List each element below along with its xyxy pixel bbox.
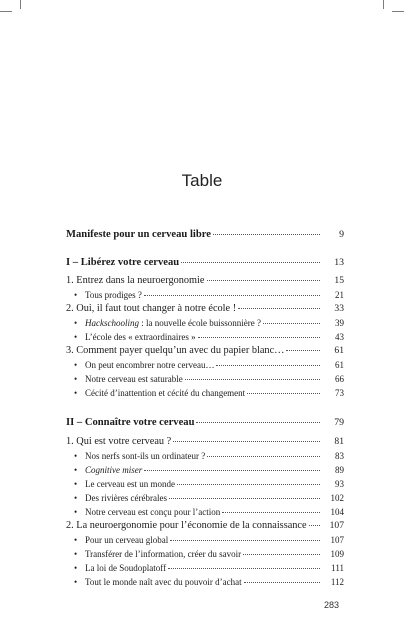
toc-entry-page: 107 <box>330 535 344 545</box>
toc-entry-label: Pour un cerveau global <box>85 535 169 545</box>
toc-entry-page: 83 <box>335 451 344 461</box>
bullet-icon: • <box>74 318 78 328</box>
bullet-icon: • <box>74 535 78 545</box>
toc-entry-chapter <box>66 275 344 289</box>
toc-entry <box>66 229 344 243</box>
toc-entry-part <box>66 257 344 271</box>
toc-entry-label: 2. Oui, il faut tout changer à notre école ! <box>66 303 237 314</box>
dot-leader <box>222 511 320 513</box>
toc-entry-section <box>66 549 344 563</box>
toc-entry-label: I – Libérez votre cerveau <box>66 257 180 268</box>
toc-entry-label: Transférer de l’information, créer du savoir <box>85 549 242 559</box>
toc-entry-page: 89 <box>335 465 344 475</box>
toc-entry-page: 15 <box>334 275 344 286</box>
dot-leader <box>286 349 320 351</box>
toc-entry-section <box>66 451 344 465</box>
toc-entry-page: 61 <box>335 360 344 370</box>
toc-entry-label: Le cerveau est un monde <box>85 479 175 489</box>
toc-entry-label: : la nouvelle école buissonnière ? <box>139 318 261 328</box>
toc-entry-page: 102 <box>330 493 344 503</box>
bullet-icon: • <box>74 479 78 489</box>
dot-leader <box>181 261 320 263</box>
bullet-icon: • <box>74 563 78 573</box>
dot-leader <box>247 392 320 394</box>
dot-leader <box>207 279 321 281</box>
bullet-icon: • <box>74 360 78 370</box>
bullet-icon: • <box>74 388 78 398</box>
toc-entry-part <box>66 417 344 431</box>
toc-entry-page: 73 <box>335 388 344 398</box>
toc-entry-page: 21 <box>335 290 344 300</box>
toc-entry-label: Cécité d’inattention et cécité du changement <box>85 388 246 398</box>
toc-entry-page: 104 <box>330 507 344 517</box>
toc-entry-label: On peut encombrer notre cerveau… <box>85 360 215 370</box>
bullet-icon: • <box>74 493 78 503</box>
dot-leader <box>238 307 320 309</box>
dot-leader <box>177 483 320 485</box>
toc-entry-chapter <box>66 303 344 317</box>
dot-leader <box>309 524 320 526</box>
dot-leader <box>263 322 320 324</box>
toc-entry-page: 107 <box>329 520 344 531</box>
dot-leader <box>243 553 320 555</box>
dot-leader <box>196 421 320 423</box>
toc-entry-section <box>66 318 344 332</box>
page-number: 283 <box>324 600 340 610</box>
crop-mark-top-left-vertical <box>20 0 21 9</box>
toc-entry-label: 2. La neuroergonomie pour l’économie de la connaissance <box>66 520 307 531</box>
toc-entry-label: Tous prodiges ? <box>85 290 142 300</box>
bullet-icon: • <box>74 549 78 559</box>
toc-entry-label: II – Connaître votre cerveau <box>66 417 195 428</box>
toc-entry-label: 1. Entrez dans la neuroergonomie <box>66 275 205 286</box>
toc-entry-label-italic: Hackschooling <box>85 318 139 328</box>
toc-entry-label: Notre cerveau est saturable <box>85 374 183 384</box>
page-title: Table <box>181 171 223 190</box>
toc-entry-page: 9 <box>339 229 344 240</box>
toc-entry-page: 79 <box>334 417 344 428</box>
toc-entry-section <box>66 465 344 479</box>
toc-entry-section <box>66 577 344 591</box>
toc-entry-label: Des rivières cérébrales <box>85 493 167 503</box>
toc-entry-section <box>66 388 344 402</box>
crop-mark-top-left-horizontal <box>0 11 12 12</box>
toc-entry-section <box>66 290 344 304</box>
toc-entry-page: 93 <box>335 479 344 489</box>
toc-entry-section <box>66 374 344 388</box>
toc-entry-label: Nos nerfs sont-ils un ordinateur ? <box>85 451 206 461</box>
toc-entry-chapter <box>66 345 344 359</box>
toc-entry-label: La loi de Soudoplatoff <box>85 563 167 573</box>
toc-entry-page: 81 <box>334 436 344 447</box>
toc-entry-page: 112 <box>330 577 344 587</box>
toc-entry-label: Tout le monde naît avec du pouvoir d’achat <box>85 577 242 587</box>
dot-leader <box>244 581 320 583</box>
toc-entry-label-italic: Cognitive miser <box>85 465 143 475</box>
bullet-icon: • <box>74 374 78 384</box>
toc-entry-label: L’école des « extraordinaires » <box>85 332 196 342</box>
dot-leader <box>216 364 320 366</box>
toc-entry-section <box>66 479 344 493</box>
dot-leader <box>169 497 320 499</box>
dot-leader <box>170 539 320 541</box>
toc-entry-page: 66 <box>335 374 344 384</box>
bullet-icon: • <box>74 577 78 587</box>
dot-leader <box>173 440 320 442</box>
toc-entry-page: 111 <box>331 563 344 573</box>
toc-entry-page: 61 <box>334 345 344 356</box>
toc-entry-label: Manifeste pour un cerveau libre <box>66 229 211 240</box>
toc-entry-section <box>66 507 344 521</box>
toc-entry-section <box>66 535 344 549</box>
toc-entry-page: 43 <box>335 332 344 342</box>
dot-leader <box>185 378 320 380</box>
bullet-icon: • <box>74 507 78 517</box>
bullet-icon: • <box>74 332 78 342</box>
toc-entry-label: Notre cerveau est conçu pour l’action <box>85 507 221 517</box>
toc-entry-page: 39 <box>335 318 344 328</box>
dot-leader <box>213 233 320 235</box>
toc-entry-page: 13 <box>334 257 344 268</box>
dot-leader <box>168 567 320 569</box>
toc-entry-section <box>66 360 344 374</box>
toc-entry-section <box>66 493 344 507</box>
toc-entry-section <box>66 332 344 346</box>
toc-entry-page: 109 <box>330 549 344 559</box>
crop-mark-top-right-horizontal <box>392 11 404 12</box>
crop-mark-top-right-vertical <box>383 0 384 9</box>
toc-entry-label: 3. Comment payer quelqu’un avec du papier blanc… <box>66 345 285 356</box>
dot-leader <box>144 469 320 471</box>
toc-entry-chapter <box>66 520 344 534</box>
toc-entry-page: 33 <box>334 303 344 314</box>
dot-leader <box>144 294 320 296</box>
toc-entry-chapter <box>66 436 344 450</box>
dot-leader <box>198 336 320 338</box>
toc-entry-label: 1. Qui est votre cerveau ? <box>66 436 172 447</box>
bullet-icon: • <box>74 465 78 475</box>
bullet-icon: • <box>74 290 78 300</box>
toc-entry-section <box>66 563 344 577</box>
dot-leader <box>207 455 320 457</box>
bullet-icon: • <box>74 451 78 461</box>
